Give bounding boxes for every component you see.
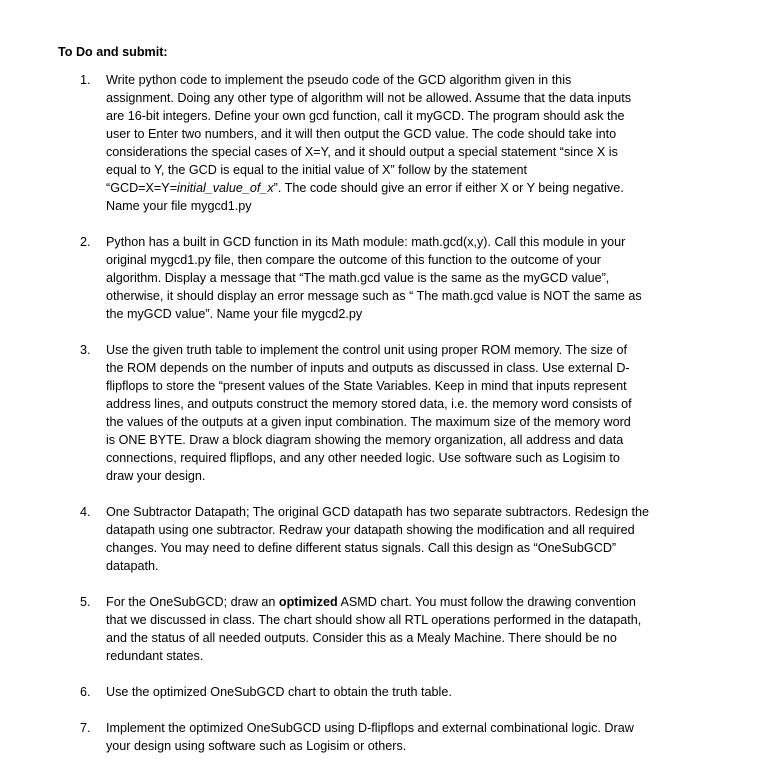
task-text-line: changes. You may need to define different status signals. Call this design as “OneSubGCD” <box>106 541 617 555</box>
task-text-line: that we discussed in class. The chart should show all RTL operations performed in the datapath, <box>106 613 642 627</box>
task-text-line: Name your file mygcd1.py <box>106 199 252 213</box>
task-text <box>106 71 690 215</box>
task-text-line: considerations the special cases of X=Y, and it should output a special statement “since X is <box>106 145 618 159</box>
task-text-line: the values of the outputs at a given input combination. The maximum size of the memory word <box>106 415 631 429</box>
task-text-line: Use the optimized OneSubGCD chart to obtain the truth table. <box>106 685 452 699</box>
task-text-line: original mygcd1.py file, then compare the outcome of this function to the outcome of your <box>106 253 601 267</box>
task-text-line: are 16-bit integers. Define your own gcd function, call it myGCD. The program should ask the <box>106 109 625 123</box>
task-number: 2. <box>80 235 91 249</box>
task-text-line: Python has a built in GCD function in its Math module: math.gcd(x,y). Call this module in your <box>106 235 626 249</box>
task-item-5 <box>80 593 690 665</box>
task-number: 4. <box>80 505 91 519</box>
task-number: 7. <box>80 721 91 735</box>
task-text <box>106 503 690 575</box>
task-text-line: datapath using one subtractor. Redraw your datapath showing the modification and all required <box>106 523 635 537</box>
task-text <box>106 341 690 485</box>
task-text <box>106 683 690 701</box>
task-text-line: Implement the optimized OneSubGCD using D-flipflops and external combinational logic. Draw <box>106 721 634 735</box>
task-item-2 <box>80 233 690 323</box>
task-number: 5. <box>80 595 91 609</box>
task-text-line: Write python code to implement the pseudo code of the GCD algorithm given in this <box>106 73 572 87</box>
task-text-line: assignment. Doing any other type of algorithm will not be allowed. Assume that the data inputs <box>106 91 632 105</box>
task-text-line: For the OneSubGCD; draw an optimized ASMD chart. You must follow the drawing convention <box>106 595 636 609</box>
task-text <box>106 593 690 665</box>
task-text-line: redundant states. <box>106 649 204 663</box>
task-text-line: the myGCD value”. Name your file mygcd2.py <box>106 307 363 321</box>
task-text-line: connections, required flipflops, and any other needed logic. Use software such as Logisim to <box>106 451 620 465</box>
task-item-1 <box>80 71 690 215</box>
task-text-line: address lines, and outputs construct the memory stored data, i.e. the memory word consists of <box>106 397 632 411</box>
task-text-line: algorithm. Display a message that “The math.gcd value is the same as the myGCD value”, <box>106 271 610 285</box>
task-item-4 <box>80 503 690 575</box>
task-text-line: your design using software such as Logisim or others. <box>106 739 407 753</box>
task-text-line: and the status of all needed outputs. Consider this as a Mealy Machine. There should be no <box>106 631 617 645</box>
task-text-line: One Subtractor Datapath; The original GCD datapath has two separate subtractors. Redesign the <box>106 505 650 519</box>
task-text <box>106 719 690 755</box>
task-text-line: the ROM depends on the number of inputs and outputs as discussed in class. Use external D- <box>106 361 630 375</box>
task-text-line: draw your design. <box>106 469 206 483</box>
task-text-line: equal to Y, the GCD is equal to the initial value of X” follow by the statement <box>106 163 527 177</box>
task-item-7 <box>80 719 690 755</box>
task-number: 1. <box>80 73 91 87</box>
task-text-line: is ONE BYTE. Draw a block diagram showing the memory organization, all address and data <box>106 433 624 447</box>
task-text-line: flipflops to store the “present values of the State Variables. Keep in mind that inputs represent <box>106 379 627 393</box>
task-item-6 <box>80 683 690 701</box>
task-text-line: Use the given truth table to implement the control unit using proper ROM memory. The size of <box>106 343 628 357</box>
section-heading: To Do and submit: <box>58 45 168 59</box>
task-text-line: otherwise, it should display an error message such as “ The math.gcd value is NOT the same as <box>106 289 642 303</box>
task-number: 6. <box>80 685 91 699</box>
task-text-line: user to Enter two numbers, and it will then output the GCD value. The code should take into <box>106 127 617 141</box>
task-text-line: “GCD=X=Y=initial_value_of_x”. The code should give an error if either X or Y being negative. <box>106 181 624 195</box>
task-item-3 <box>80 341 690 485</box>
task-text-line: datapath. <box>106 559 159 573</box>
task-number: 3. <box>80 343 91 357</box>
task-text <box>106 233 690 323</box>
